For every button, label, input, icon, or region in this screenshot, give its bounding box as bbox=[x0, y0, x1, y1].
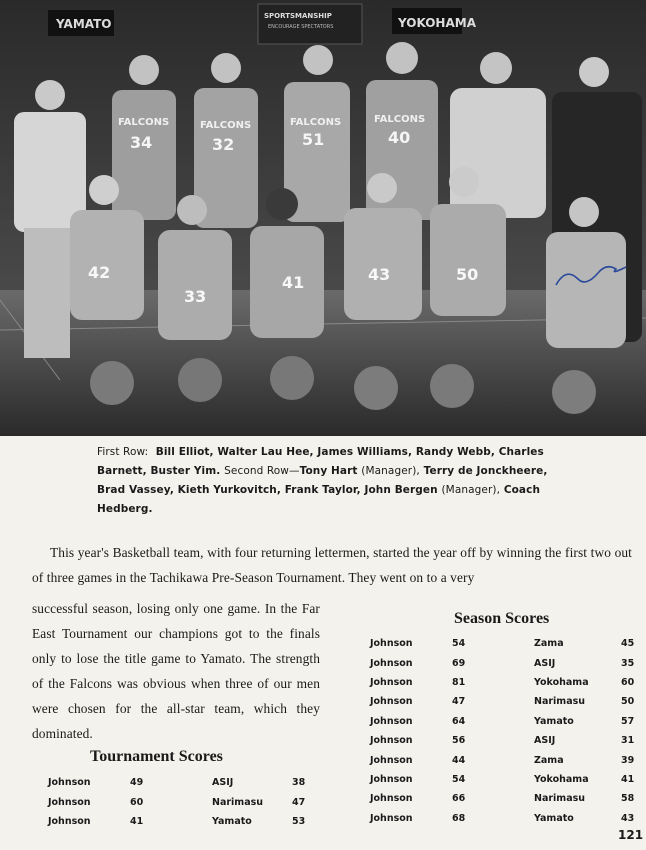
jersey-text: FALCONS bbox=[118, 117, 170, 128]
opponent-name: Yokohama bbox=[534, 676, 589, 688]
opponent-name: ASIJ bbox=[212, 777, 234, 789]
team-name: Johnson bbox=[370, 812, 413, 824]
coach-name: Coach Hedberg. bbox=[97, 484, 541, 515]
season-scores-title: Season Scores bbox=[454, 610, 550, 627]
paragraph-1-text: This year's Basketball team, with four returning lettermen, started the year off by winning the first two out of three games in the Tachikawa Pre-Season Tournament. They went on to a very bbox=[32, 545, 632, 585]
team-name: Johnson bbox=[370, 696, 413, 708]
team-score: 68 bbox=[452, 812, 466, 824]
team-score: 47 bbox=[452, 696, 466, 708]
sign-encourage: ENCOURAGE SPECTATORS bbox=[268, 24, 334, 30]
opponent-name: Yokohama bbox=[534, 773, 589, 785]
opponent-score: 50 bbox=[621, 696, 635, 708]
opponent-name: Narimasu bbox=[534, 793, 586, 805]
jersey-number: 34 bbox=[130, 133, 153, 152]
tournament-scores-table bbox=[48, 773, 306, 831]
first-row-label: First Row: bbox=[97, 446, 149, 458]
manager-label-2: (Manager), bbox=[441, 484, 501, 496]
team-score: 54 bbox=[452, 773, 466, 785]
manager-label-1: (Manager), bbox=[361, 465, 420, 477]
team-name: Johnson bbox=[370, 773, 413, 785]
jersey-number: 32 bbox=[212, 135, 235, 154]
second-row-label: Second Row— bbox=[224, 465, 300, 477]
opponent-score: 43 bbox=[621, 812, 635, 824]
opponent-name: Yamato bbox=[534, 715, 574, 727]
jersey-number: 42 bbox=[88, 263, 111, 282]
jersey-number: 43 bbox=[368, 265, 391, 284]
sign-yokohama: YOKOHAMA bbox=[398, 16, 476, 30]
team-score: 44 bbox=[452, 754, 466, 766]
opponent-score: 47 bbox=[292, 796, 306, 808]
team-score: 56 bbox=[452, 735, 466, 747]
paragraph-1 bbox=[32, 540, 632, 590]
jersey-number: 33 bbox=[184, 287, 207, 306]
score-row bbox=[370, 750, 635, 769]
second-row-names: Terry de Jonckheere, Brad Vassey, Kieth Yurkovitch, Frank Taylor, John Bergen bbox=[97, 465, 548, 496]
score-row bbox=[370, 731, 635, 750]
opponent-name: Yamato bbox=[212, 815, 252, 827]
opponent-score: 39 bbox=[621, 754, 635, 766]
opponent-score: 38 bbox=[292, 777, 306, 789]
team-name: Johnson bbox=[370, 793, 413, 805]
first-row-names: Bill Elliot, Walter Lau Hee, James Williams, Randy Webb, Charles Barnett, Buster Yim. bbox=[97, 446, 544, 477]
sign-sportsmanship: SPORTSMANSHIP bbox=[264, 12, 332, 20]
opponent-score: 41 bbox=[621, 773, 635, 785]
score-row bbox=[370, 770, 635, 789]
page-number: 121 bbox=[618, 828, 644, 842]
team-score: 60 bbox=[130, 796, 144, 808]
team-name: Johnson bbox=[48, 796, 91, 808]
team-score: 41 bbox=[130, 815, 144, 827]
team-score: 54 bbox=[452, 638, 466, 650]
jersey-text: FALCONS bbox=[290, 117, 342, 128]
score-row bbox=[48, 773, 306, 792]
opponent-name: ASIJ bbox=[534, 657, 556, 669]
opponent-name: Narimasu bbox=[534, 696, 586, 708]
score-row bbox=[370, 653, 635, 672]
opponent-score: 35 bbox=[621, 657, 635, 669]
team-name: Johnson bbox=[370, 735, 413, 747]
opponent-score: 45 bbox=[621, 638, 635, 650]
paragraph-2: successful season, losing only one game. In the Far East Tournament our champions got to the finals only to lose the title game to Yamato. The strength of the Falcons was obvious when three of our men were chosen for the all-star team, which they dominated. bbox=[32, 601, 320, 741]
jersey-text: FALCONS bbox=[200, 120, 252, 131]
score-row bbox=[370, 634, 635, 653]
jersey-number: 50 bbox=[456, 265, 479, 284]
opponent-score: 60 bbox=[621, 676, 635, 688]
team-name: Johnson bbox=[370, 638, 413, 650]
opponent-name: Narimasu bbox=[212, 796, 264, 808]
jersey-number: 40 bbox=[388, 128, 411, 147]
team-score: 49 bbox=[130, 777, 144, 789]
opponent-score: 53 bbox=[292, 815, 306, 827]
team-score: 64 bbox=[452, 715, 466, 727]
jersey-number: 51 bbox=[302, 130, 325, 149]
team-score: 81 bbox=[452, 676, 466, 688]
team-name: Johnson bbox=[370, 715, 413, 727]
score-row bbox=[48, 812, 306, 831]
team-name: Johnson bbox=[370, 657, 413, 669]
team-name: Johnson bbox=[370, 754, 413, 766]
score-row bbox=[370, 712, 635, 731]
sign-yamato: YAMATO bbox=[56, 17, 112, 31]
score-row bbox=[370, 809, 635, 828]
opponent-score: 58 bbox=[621, 793, 635, 805]
opponent-name: ASIJ bbox=[534, 735, 556, 747]
tournament-scores-title: Tournament Scores bbox=[90, 748, 223, 765]
photo-caption bbox=[97, 443, 567, 519]
team-name: Johnson bbox=[48, 815, 91, 827]
opponent-name: Yamato bbox=[534, 812, 574, 824]
opponent-score: 57 bbox=[621, 715, 635, 727]
team-score: 66 bbox=[452, 793, 466, 805]
team-score: 69 bbox=[452, 657, 466, 669]
season-scores-table bbox=[370, 634, 635, 828]
score-row bbox=[370, 692, 635, 711]
team-name: Johnson bbox=[48, 777, 91, 789]
jersey-text: FALCONS bbox=[374, 114, 426, 125]
score-row bbox=[48, 792, 306, 811]
score-row bbox=[370, 789, 635, 808]
opponent-name: Zama bbox=[534, 638, 564, 650]
score-row bbox=[370, 673, 635, 692]
team-name: Johnson bbox=[370, 676, 413, 688]
jersey-number: 41 bbox=[282, 273, 305, 292]
manager-name-1: Tony Hart bbox=[299, 465, 358, 477]
opponent-score: 31 bbox=[621, 735, 635, 747]
opponent-name: Zama bbox=[534, 754, 564, 766]
